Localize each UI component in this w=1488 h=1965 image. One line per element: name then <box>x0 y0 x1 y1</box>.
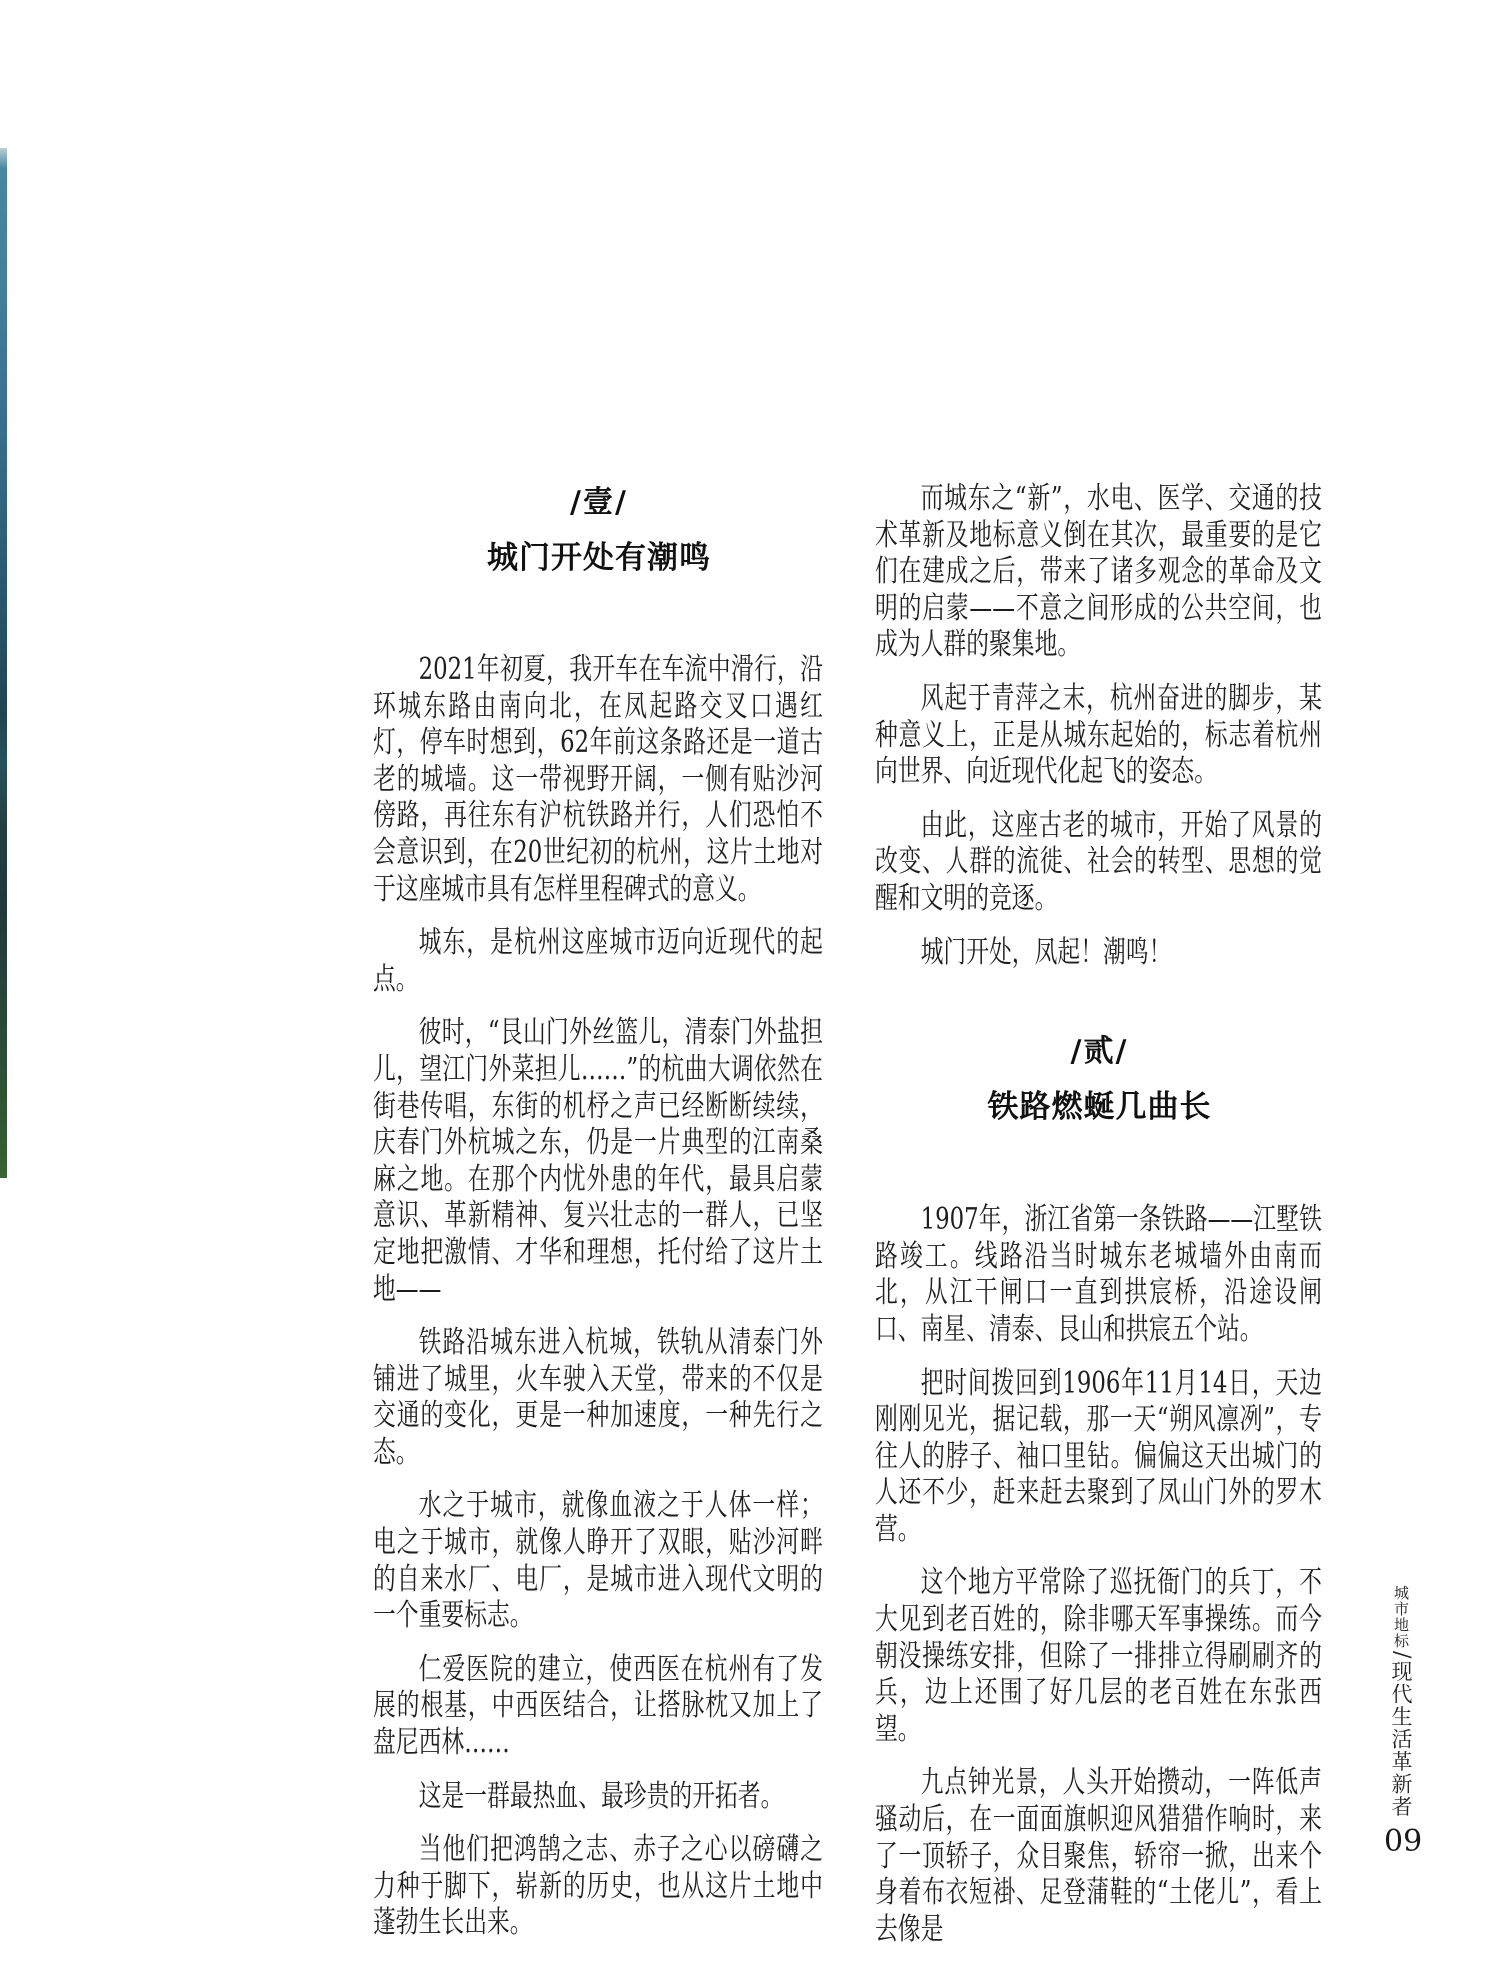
body-paragraph: 彼时，“艮山门外丝篮儿，清泰门外盐担儿，望江门外菜担儿……”的杭曲大调依然在街巷传唱，东街的机杼之声已经断断续续，庆春门外杭城之东，仍是一片典型的江南桑麻之地。在那个内忧外患的年代，最具启蒙意识、革新精神、复兴壮志的一群人，已坚定地把激情、才华和理想，托付给了这片土地—— <box>373 1015 823 1307</box>
running-head <box>1384 1585 1416 1818</box>
column-left <box>373 0 825 1959</box>
body-paragraph: 当他们把鸿鹄之志、赤子之心以磅礴之力种于脚下，崭新的历史，也从这片土地中蓬勃生长出来。 <box>373 1832 823 1941</box>
body-paragraph: 把时间拨回到1906年11月14日，天边刚刚见光，据记载，那一天“朔风凛冽”，专往人的脖子、袖口里钻。偏偏这天出城门的人还不少，赶来赶去聚到了凤山门外的罗木营。 <box>875 1365 1322 1547</box>
body-paragraph: 水之于城市，就像血液之于人体一样；电之于城市，就像人睁开了双眼，贴沙河畔的自来水厂、电厂，是城市进入现代文明的一个重要标志。 <box>373 1488 823 1634</box>
running-head-series: 城市地标 <box>1392 1585 1410 1649</box>
body-paragraph: 2021年初夏，我开车在车流中滑行，沿环城东路由南向北，在凤起路交叉口遇红灯，停车时想到，62年前这条路还是一道古老的城墙。这一带视野开阔，一侧有贴沙河傍路，再往东有沪杭铁路并行，人们恐怕不会意识到，在20世纪初的杭州，这片土地对于这座城市具有怎样里程碑式的意义。 <box>373 652 823 907</box>
body-paragraph: 而城东之“新”，水电、医学、交通的技术革新及地标意义倒在其次，最重要的是它们在建成之后，带来了诸多观念的革命及文明的启蒙——不意之间形成的公共空间，也成为人群的聚集地。 <box>875 481 1322 663</box>
section-two-marker: /贰/ <box>1070 1034 1129 1070</box>
body-paragraph: 由此，这座古老的城市，开始了风景的改变、人群的流徙、社会的转型、思想的觉醒和文明的竞逐。 <box>875 807 1322 916</box>
photo-strip <box>0 148 7 1178</box>
section-one-marker: /壹/ <box>570 485 628 520</box>
body-paragraph: 城东，是杭州这座城市迈向近现代的起点。 <box>373 925 823 997</box>
top-spacer <box>875 0 1324 481</box>
section-two-title: 铁路燃蜒几曲长 <box>987 1089 1212 1126</box>
body-paragraph: 九点钟光景，人头开始攒动，一阵低声骚动后，在一面面旗帜迎风猎猎作响时，来了一顶轿子，众目聚焦，轿帘一掀，出来个身着布衣短褂、足登蒲鞋的“土佬儿”，看上去像是 <box>875 1765 1322 1947</box>
body-paragraph: 1907年，浙江省第一条铁路——江墅铁路竣工。线路沿当时城东老城墙外由南而北，从江干闸口一直到拱宸桥，沿途设闸口、南星、清泰、艮山和拱宸五个站。 <box>875 1202 1322 1347</box>
body-paragraph: 这是一群最热血、最珍贵的开拓者。 <box>418 1778 784 1814</box>
column-right <box>875 0 1324 1965</box>
top-spacer <box>373 0 825 486</box>
body-paragraph: 仁爱医院的建立，使西医在杭州有了发展的根基，中西医结合，让搭脉枕又加上了盘尼西林…… <box>373 1651 823 1761</box>
running-head-subtitle: 现代生活革新者 <box>1389 1660 1413 1818</box>
page-number: 09 <box>1384 1824 1423 1859</box>
body-paragraph: 铁路沿城东进入杭城，铁轨从清泰门外铺进了城里，火车驶入天堂，带来的不仅是交通的变化，更是一种加速度，一种先行之态。 <box>373 1325 823 1470</box>
running-head-separator: / <box>1389 1651 1414 1659</box>
section-one-title: 城门开处有潮鸣 <box>487 540 711 576</box>
body-paragraph: 这个地方平常除了巡抚衙门的兵丁，不大见到老百姓的，除非哪天军事操练。而今朝没操练安排，但除了一排排立得刷刷齐的兵，边上还围了好几层的老百姓在东张西望。 <box>875 1565 1322 1747</box>
body-paragraph: 风起于青萍之末，杭州奋进的脚步，某种意义上，正是从城东起始的，标志着杭州向世界、向近现代化起飞的姿态。 <box>875 680 1322 790</box>
body-paragraph: 城门开处，凤起！潮鸣！ <box>920 934 1172 970</box>
